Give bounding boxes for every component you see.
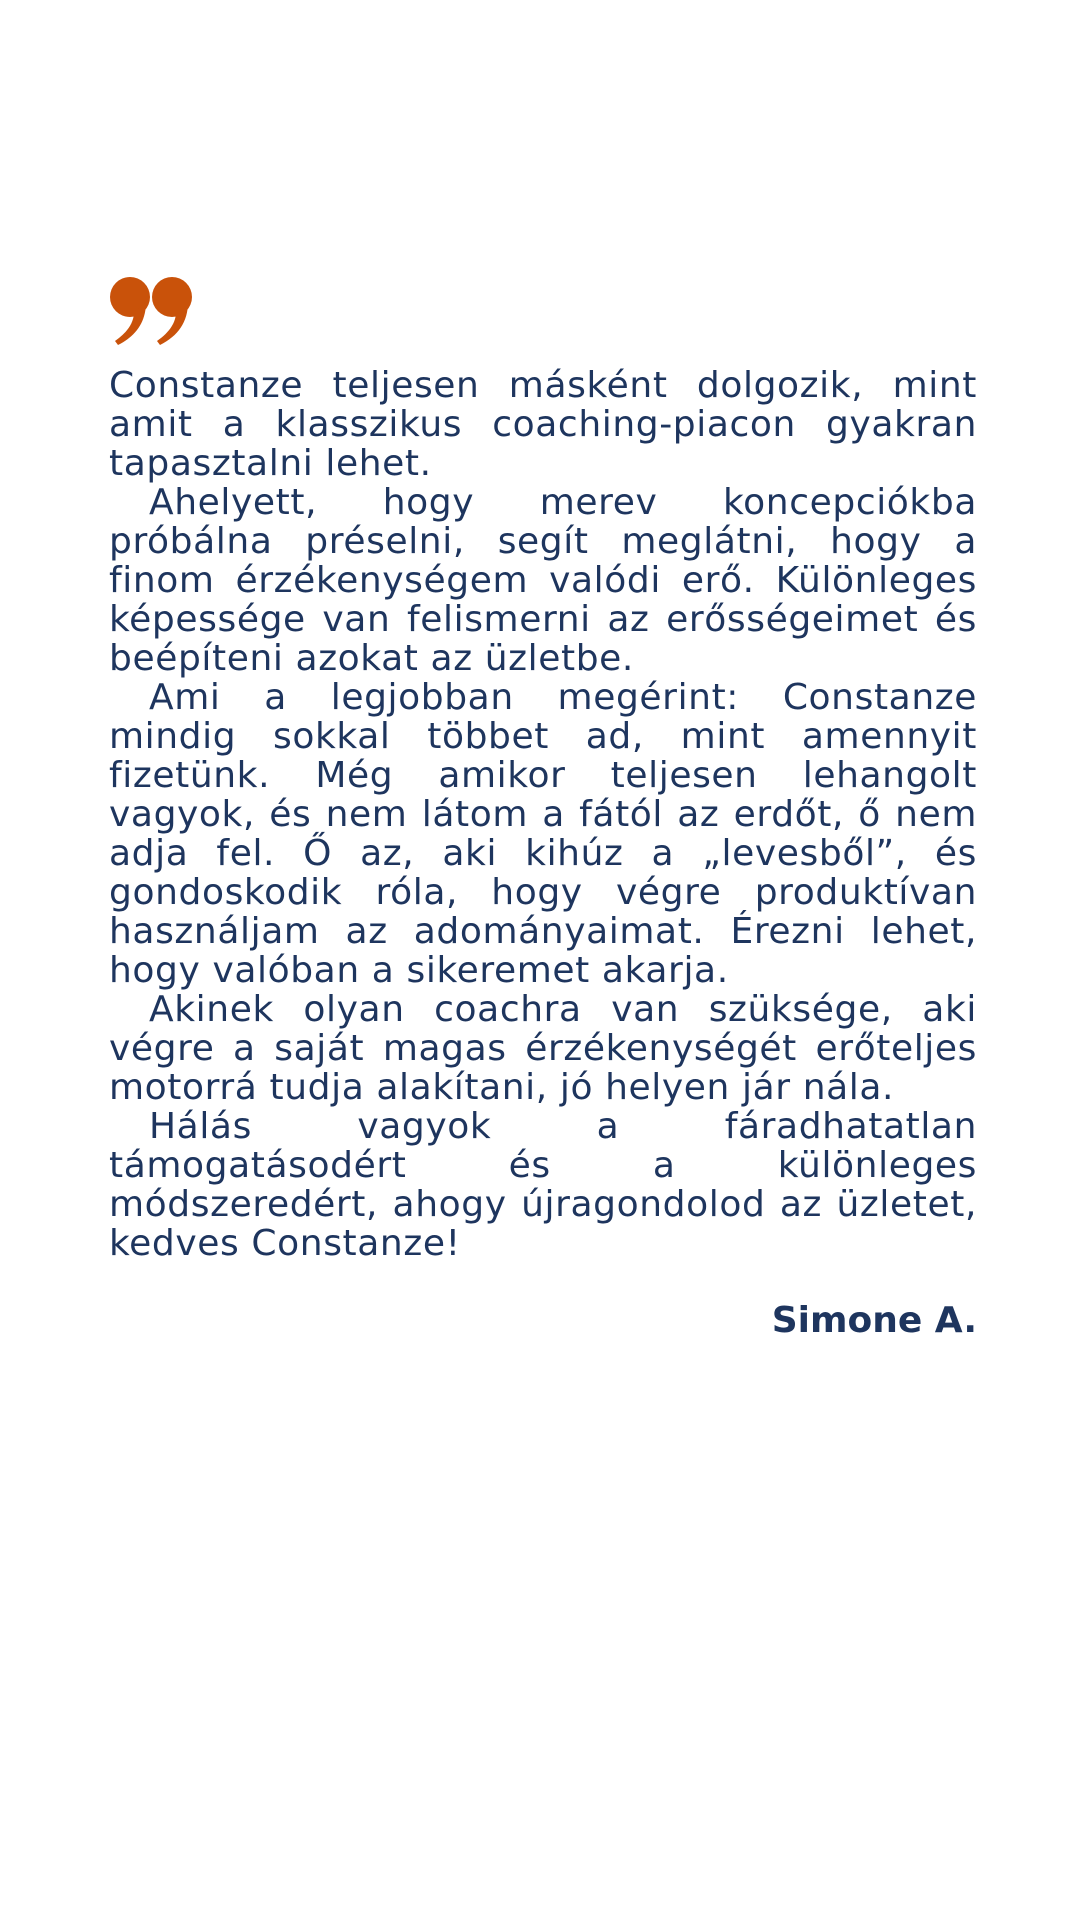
- testimonial-author: Simone A.: [771, 1300, 977, 1341]
- testimonial-paragraph: Ami a legjobban megérint: Constanze mindig sokkal többet ad, mint amennyit fizetünk. Még amikor teljesen lehangolt vagyok, és nem látom a fától az erdőt, ő nem adja fel. Ő az, aki kihúz a „levesből”, és gondoskodik róla, hogy végre produktívan használjam az adományaimat. Érezni lehet, hogy valóban a sikeremet akarja.: [109, 677, 977, 991]
- testimonial-paragraph: Hálás vagyok a fáradhatatlan támogatásodért és a különleges módszeredért, ahogy újragondolod az üzletet, kedves Constanze!: [109, 1106, 977, 1264]
- testimonial-text: [109, 366, 977, 1263]
- quote-icon: [109, 276, 197, 346]
- testimonial-paragraph: Constanze teljesen másként dolgozik, mint amit a klasszikus coaching-piacon gyakran tapasztalni lehet.: [109, 365, 977, 484]
- testimonial-paragraph: Akinek olyan coachra van szüksége, aki végre a saját magas érzékenységét erőteljes motorrá tudja alakítani, jó helyen jár nála.: [109, 989, 977, 1108]
- testimonial-card: [109, 276, 977, 1343]
- testimonial-paragraph: Ahelyett, hogy merev koncepciókba próbálna préselni, segít meglátni, hogy a finom érzékenységem valódi erő. Különleges képessége van felismerni az erősségeimet és beépíteni azokat az üzletbe.: [109, 482, 977, 679]
